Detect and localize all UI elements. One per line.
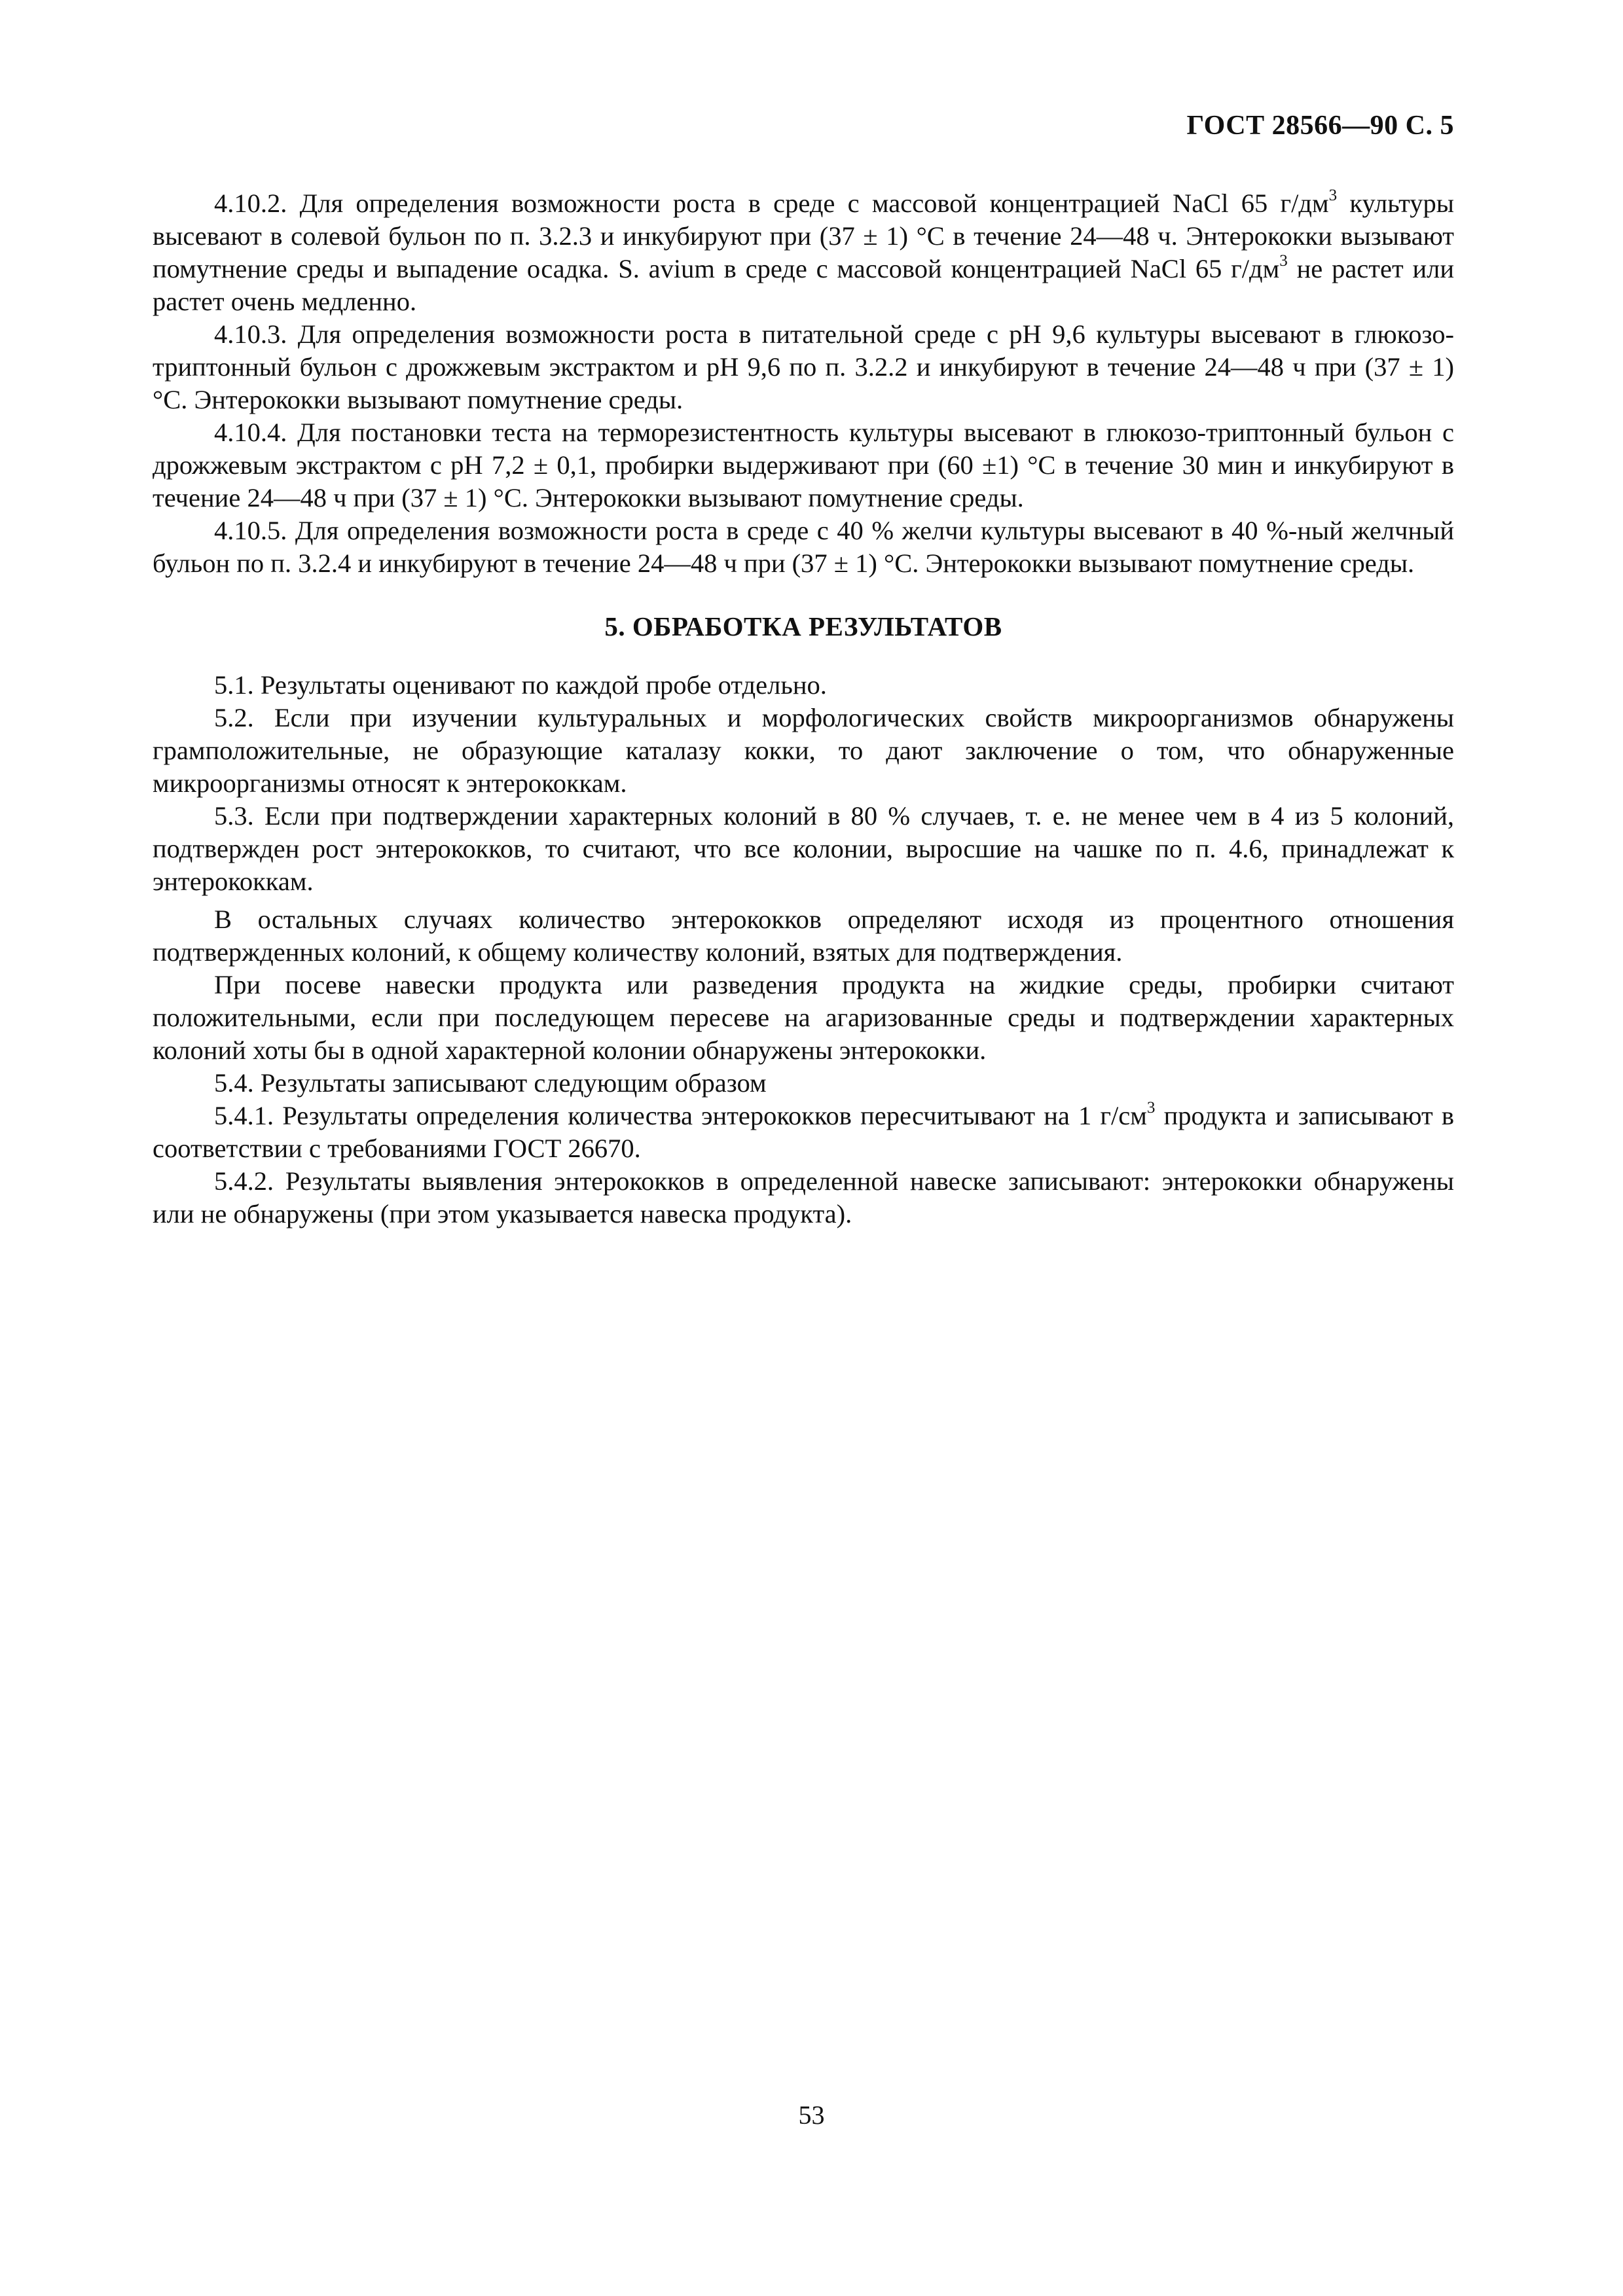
paragraph-liquid-media: При посеве навески продукта или разведения продукта на жидкие среды, пробирки считают положительными, если при последующем пересеве на агаризованные среды и подтверждении характерных колоний хоты бы в одной характерной колонии обнаружены энтерококки. (153, 970, 1454, 1065)
paragraph-5-4-1-text-a: 5.4.1. Результаты определения количества энтерококков пересчитывают на 1 г/см (214, 1101, 1147, 1130)
document-body (153, 187, 1454, 1230)
paragraph-4-10-2 (153, 187, 1454, 318)
paragraph-4-10-3: 4.10.3. Для определения возможности роста в питательной среде с рН 9,6 культуры высевают в глюкозо-триптонный бульон с дрожжевым экстрактом и рН 9,6 по п. 3.2.2 и инкубируют в течение 24—48 ч при (37 ± 1) °С. Энтерококки вызывают помутнение среды. (153, 319, 1454, 414)
paragraph-5-4-2: 5.4.2. Результаты выявления энтерококков в определенной навеске записывают: энтерококки обнаружены или не обнаружены (при этом указывается навеска продукта). (153, 1166, 1454, 1229)
paragraph-other-cases: В остальных случаях количество энтерококков определяют исходя из процентного отношения подтвержденных колоний, к общему количеству колоний, взятых для подтверждения. (153, 905, 1454, 967)
paragraph-5-2: 5.2. Если при изучении культуральных и морфологических свойств микроорганизмов обнаружены грамположительные, не образующие каталазу кокки, то дают заключение о том, что обнаруженные микроорганизмы относят к энтерококкам. (153, 703, 1454, 798)
superscript-3: 3 (1146, 1098, 1156, 1117)
paragraph-5-3: 5.3. Если при подтверждении характерных колоний в 80 % случаев, т. е. не менее чем в 4 из 5 колоний, подтвержден рост энтерококков, то считают, что все колонии, выросшие на чашке по п. 4.6, принадлежат к энтерококкам. (153, 801, 1454, 896)
section-heading-results-processing: 5. ОБРАБОТКА РЕЗУЛЬТАТОВ (604, 611, 1002, 641)
superscript-3: 3 (1279, 251, 1288, 270)
paragraph-4-10-2-text-b: культуры высевают в солевой бульон по п. 3.2.3 и инкубируют при (37 ± 1) °С в течение 24—48 ч. Энтерококки вызывают помутнение среды и выпадение осадка. S. avium в среде с массовой концентрацией NaCl 65 г/дм (153, 188, 1454, 283)
paragraph-5-4: 5.4. Результаты записывают следующим образом (214, 1068, 767, 1098)
page-number: 53 (798, 2100, 825, 2130)
paragraph-4-10-4: 4.10.4. Для постановки теста на терморезистентность культуры высевают в глюкозо-триптонный бульон с дрожжевым экстрактом с рН 7,2 ± 0,1, пробирки выдерживают при (60 ±1) °С в течение 30 мин и инкубируют в течение 24—48 ч при (37 ± 1) °С. Энтерококки вызывают помутнение среды. (153, 418, 1454, 512)
paragraph-5-1: 5.1. Результаты оценивают по каждой пробе отдельно. (214, 670, 827, 700)
superscript-3: 3 (1328, 186, 1338, 204)
paragraph-4-10-2-text-c: не растет или растет очень медленно. (153, 254, 1454, 316)
paragraph-5-4-1 (153, 1100, 1454, 1165)
paragraph-4-10-2-text-a: 4.10.2. Для определения возможности роста в среде с массовой концентрацией NaCl 65 г/дм (214, 188, 1329, 218)
paragraph-5-4-1-text-b: продукта и записывают в соответствии с требованиями ГОСТ 26670. (153, 1101, 1454, 1163)
paragraph-4-10-5: 4.10.5. Для определения возможности роста в среде с 40 % желчи культуры высевают в 40 %-ный желчный бульон по п. 3.2.4 и инкубируют в течение 24—48 ч при (37 ± 1) °С. Энтерококки вызывают помутнение среды. (153, 516, 1454, 578)
document-reference-header: ГОСТ 28566—90 С. 5 (1186, 111, 1454, 141)
